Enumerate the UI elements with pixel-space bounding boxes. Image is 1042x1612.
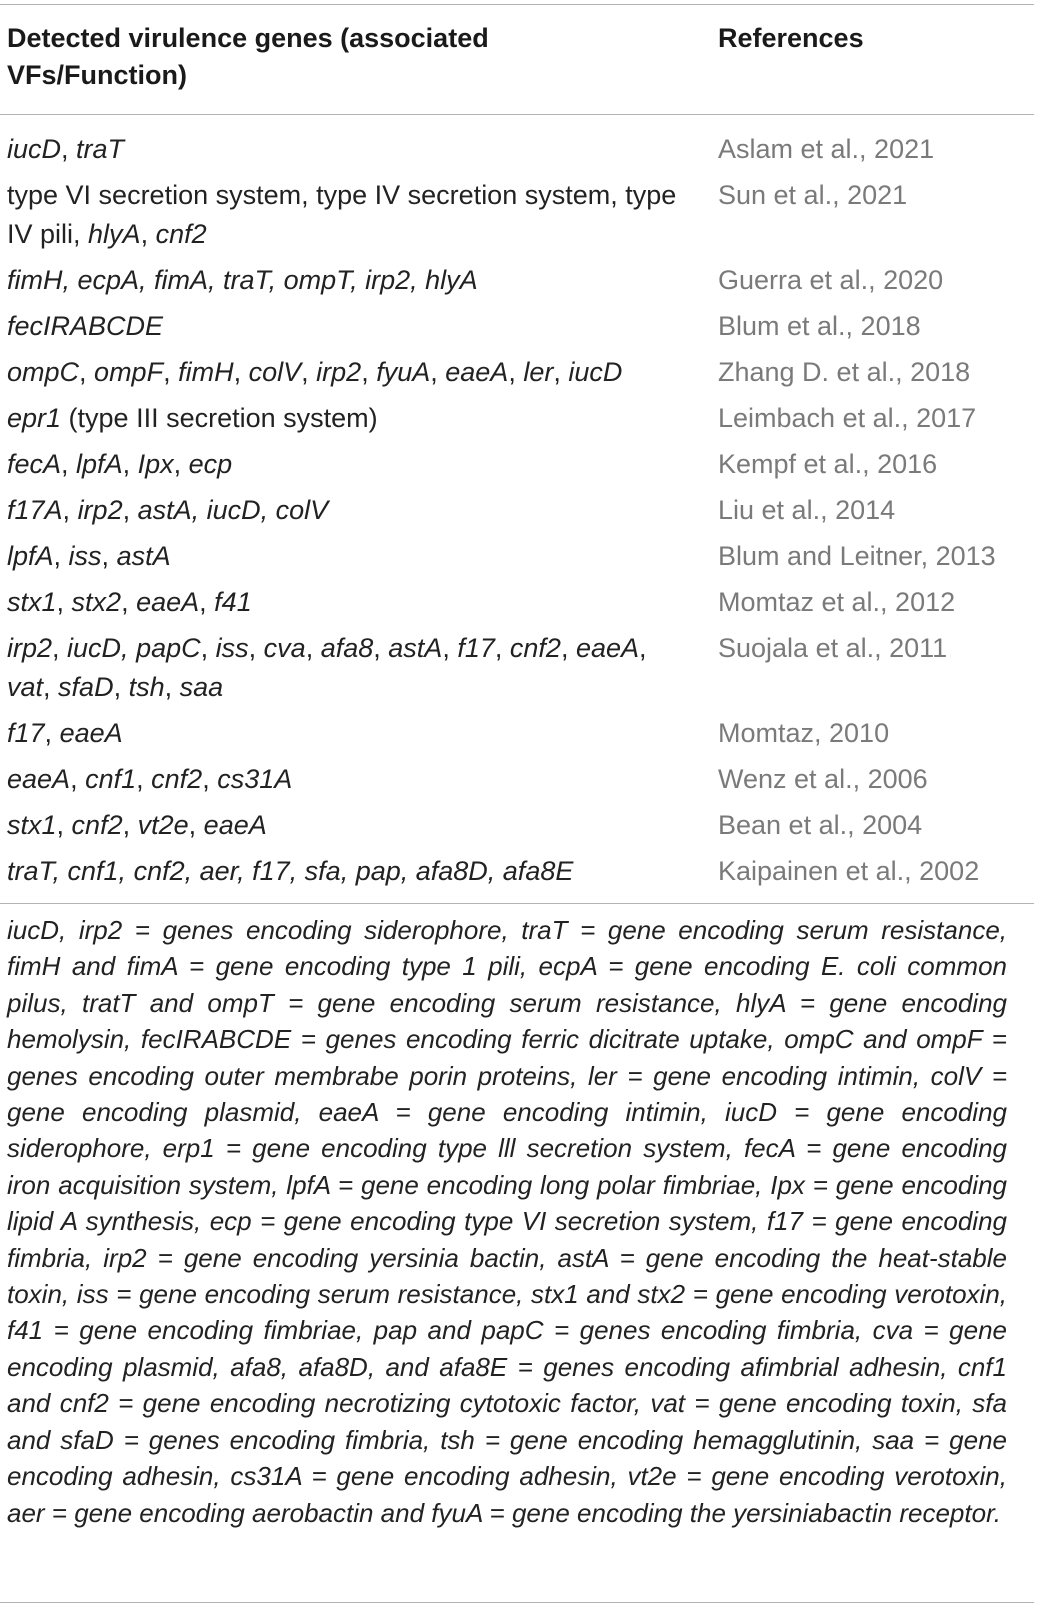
row-genes [7,583,697,622]
gene-text: , [62,495,78,525]
row-genes [7,445,697,484]
gene-name: cs31A [217,764,293,794]
table-top-rule [0,4,1034,5]
header-genes: Detected virulence genes (associated VFs/Function) [7,23,489,90]
gene-name: f41 [214,587,252,617]
gene-text: , [305,633,321,663]
gene-text: , [199,587,215,617]
row-genes [7,537,697,576]
row-reference[interactable]: Aslam et al., 2021 [718,134,935,164]
row-reference[interactable]: Momtaz et al., 2012 [718,587,956,617]
gene-name: stx1 [7,587,57,617]
table-row [7,445,1037,491]
gene-text: , [361,357,377,387]
gene-text: , [122,810,138,840]
table-row [7,491,1037,537]
gene-name: lpfA [76,449,123,479]
row-reference[interactable]: Wenz et al., 2006 [718,764,928,794]
table-row [7,261,1037,307]
gene-text: , [121,587,137,617]
gene-name: irp2 [7,633,53,663]
gene-text: , [70,764,86,794]
table-row [7,130,1037,176]
gene-name: cnf2 [509,633,561,663]
table-row [7,714,1037,760]
gene-name: ecp [188,449,233,479]
gene-name: iss [215,633,249,663]
row-genes [7,629,697,707]
gene-text: , [200,633,216,663]
gene-name: fimH, ecpA, fimA, traT, ompT, irp2, hlyA [7,265,478,295]
gene-text: , [508,357,524,387]
gene-text: , [173,449,189,479]
row-genes [7,806,697,845]
table-row [7,176,1037,261]
table-row [7,852,1037,898]
gene-name: iss [68,541,102,571]
gene-name: fimH [178,357,234,387]
gene-name: astA, iucD, colV [137,495,329,525]
gene-text: , [61,134,77,164]
gene-name: f17 [7,718,45,748]
row-reference[interactable]: Kaipainen et al., 2002 [718,856,980,886]
gene-text: , [56,587,72,617]
row-reference[interactable]: Blum and Leitner, 2013 [718,541,996,571]
gene-text: , [430,357,446,387]
table-row [7,806,1037,852]
gene-name: ompC [7,357,80,387]
footer-rule [0,1602,1034,1603]
gene-name: ler [523,357,554,387]
gene-name: vat [7,672,44,702]
row-genes [7,852,697,891]
gene-text: , [373,633,389,663]
gene-name: eaeA [136,587,200,617]
gene-text: , [61,449,77,479]
gene-name: eaeA [203,810,267,840]
body-rule [0,903,1034,904]
row-reference[interactable]: Kempf et al., 2016 [718,449,938,479]
gene-name: cva [263,633,306,663]
row-genes [7,307,697,346]
table-header [7,20,1037,110]
gene-text: , [122,449,138,479]
header-references: References [718,23,864,53]
gene-name: lpfA [7,541,54,571]
row-reference[interactable]: Zhang D. et al., 2018 [718,357,971,387]
row-reference[interactable]: Momtaz, 2010 [718,718,890,748]
gene-name: astA [116,541,171,571]
gene-text: , [113,672,129,702]
gene-name: eaeA [445,357,509,387]
gene-text: , [442,633,458,663]
gene-text: , [202,764,218,794]
row-reference[interactable]: Bean et al., 2004 [718,810,923,840]
table-row [7,399,1037,445]
gene-text: , [188,810,204,840]
gene-name: astA [388,633,443,663]
gene-name: tsh [128,672,165,702]
gene-name: eaeA [59,718,123,748]
gene-name: iucD [7,134,62,164]
row-genes [7,714,697,753]
table-body [7,130,1037,898]
row-genes [7,760,697,799]
gene-name: fecIRABCDE [7,311,164,341]
row-genes [7,176,697,254]
gene-text: (type III secretion system) [61,403,378,433]
row-genes [7,261,697,300]
gene-name: irp2 [77,495,123,525]
gene-text: , [53,541,69,571]
row-reference[interactable]: Blum et al., 2018 [718,311,921,341]
gene-text: , [301,357,317,387]
gene-name: traT, cnf1, cnf2, aer, f17, sfa, pap, afa8D, afa8E [7,856,574,886]
gene-name: stx2 [71,587,122,617]
gene-text: , [233,357,249,387]
gene-text: , [122,495,138,525]
table-row [7,353,1037,399]
gene-name: Ipx [137,449,174,479]
gene-name: sfaD [58,672,114,702]
gene-name: cnf1 [85,764,137,794]
gene-text: , [248,633,264,663]
gene-text: , [43,672,59,702]
gene-name: cnf2 [155,219,207,249]
gene-text: , [560,633,576,663]
gene-name: eaeA [575,633,640,663]
row-reference[interactable]: Liu et al., 2014 [718,495,896,525]
row-genes [7,491,697,530]
row-reference[interactable]: Sun et al., 2021 [718,180,908,210]
gene-text: , [140,219,156,249]
gene-text: , [52,633,68,663]
gene-name: epr1 [7,403,62,433]
gene-name: iucD [568,357,623,387]
gene-text: , [101,541,117,571]
gene-text: , [163,357,179,387]
table-row [7,307,1037,353]
gene-name: traT [76,134,125,164]
gene-name: hlyA [88,219,141,249]
gene-name: colV [248,357,302,387]
gene-text: , [553,357,569,387]
gene-name: fyuA [376,357,431,387]
gene-name: vt2e [137,810,189,840]
gene-name: f17A [7,495,63,525]
gene-name: iucD, papC [67,633,201,663]
gene-text: , [164,672,180,702]
gene-text: , [44,718,60,748]
gene-name: ompF [94,357,164,387]
header-rule [0,114,1034,115]
table-row [7,760,1037,806]
table-row [7,583,1037,629]
gene-name: irp2 [316,357,362,387]
gene-name: eaeA [7,764,71,794]
table-row [7,537,1037,583]
gene-text: , [79,357,95,387]
gene-text: type VI secretion system, type IV secretion system, type IV pili, [7,180,677,249]
row-reference[interactable]: Guerra et al., 2020 [718,265,944,295]
gene-name: cnf2 [151,764,203,794]
gene-name: saa [179,672,224,702]
gene-text: , [494,633,510,663]
gene-name: stx1 [7,810,57,840]
row-genes [7,130,697,169]
table-footnote: iucD, irp2 = genes encoding siderophore, traT = gene encoding serum resistance, fimH and fimA = gene encoding type 1 pili, ecpA = gene encoding E. coli common pilus, tratT and ompT = gene encoding serum resistance, hlyA = gene encoding hemolysin, fecIRABCDE = genes encoding ferric dicitrate uptake, ompC and ompF = genes encoding outer membrabe porin proteins, ler = gene encoding intimin, colV = gene encoding plasmid, eaeA = gene encoding intimin, iucD = gene encoding siderophore, erp1 = gene encoding type lll secretion system, fecA = gene encoding iron acquisition system, lpfA = gene encoding long polar fimbriae, Ipx = gene encoding lipid A synthesis, ecp = gene encoding type VI secretion system, f17 = gene encoding fimbria, irp2 = gene encoding yersinia bactin, astA = gene encoding the heat-stable toxin, iss = gene encoding serum resistance, stx1 and stx2 = gene encoding verotoxin, f41 = gene encoding fimbriae, pap and papC = genes encoding fimbria, cva = gene encoding plasmid, afa8, afa8D, and afa8E = genes encoding afimbrial adhesin, cnf1 and cnf2 = gene encoding necrotizing cytotoxic factor, vat = gene encoding toxin, sfa and sfaD = genes encoding fimbria, tsh = gene encoding hemagglutinin, saa = gene encoding adhesin, cs31A = gene encoding adhesin, vt2e = gene encoding verotoxin, aer = gene encoding aerobactin and fyuA = gene encoding the yersiniabactin receptor. [7,915,1007,1528]
table-row [7,629,1037,714]
row-reference[interactable]: Suojala et al., 2011 [718,633,948,663]
row-reference[interactable]: Leimbach et al., 2017 [718,403,977,433]
gene-name: cnf2 [71,810,123,840]
gene-text: , [56,810,72,840]
gene-text: , [136,764,152,794]
gene-name: afa8 [320,633,374,663]
gene-name: f17 [457,633,495,663]
gene-text: , [639,633,647,663]
row-genes [7,399,697,438]
row-genes [7,353,697,392]
gene-name: fecA [7,449,62,479]
